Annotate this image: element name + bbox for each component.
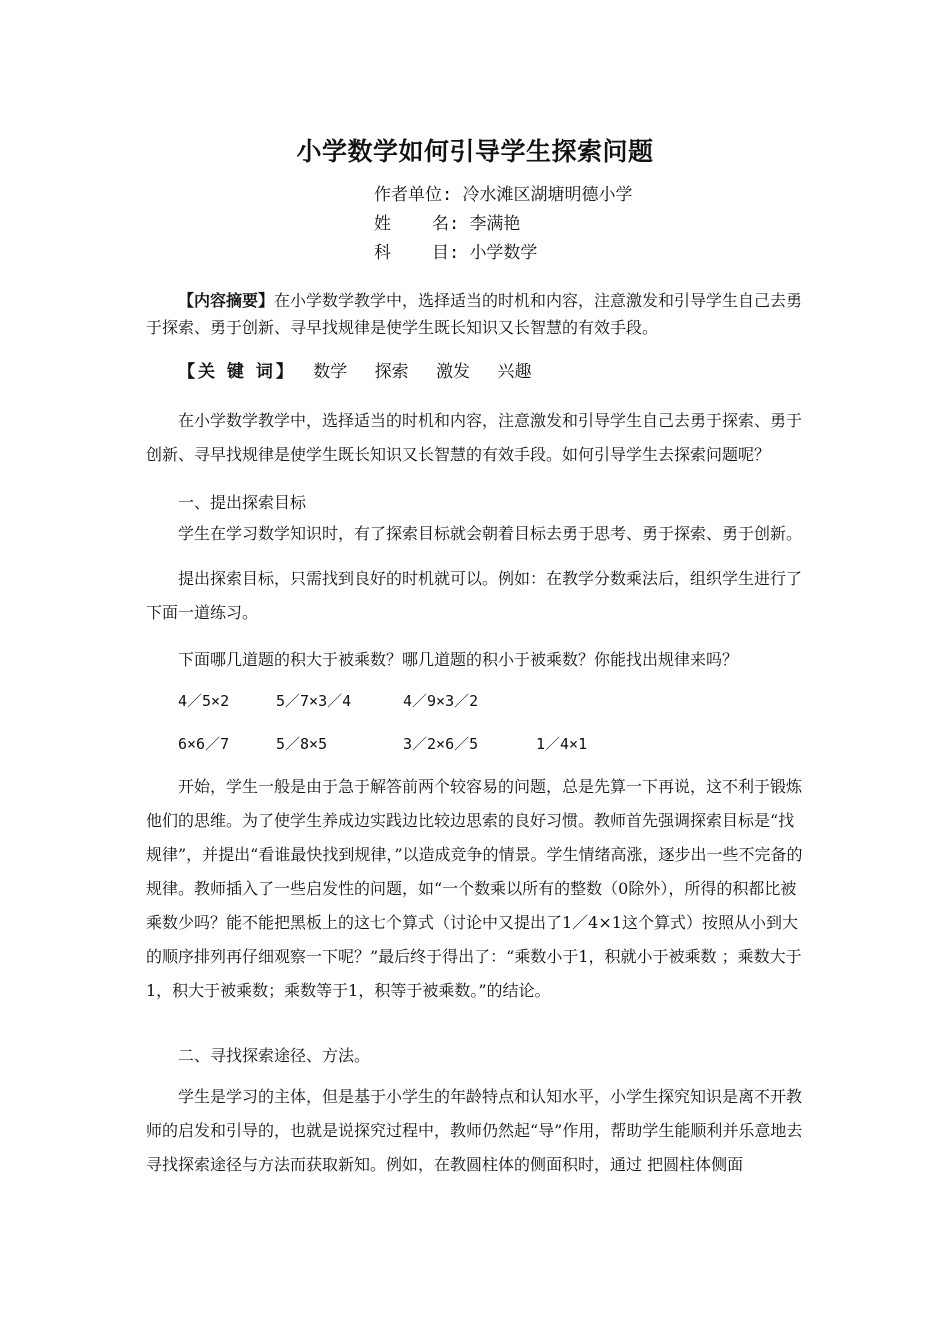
author-name-row [374, 210, 633, 239]
author-unit-label: 作者单位: [374, 185, 453, 205]
body-paragraph: 学生是学习的主体，但是基于小学生的年龄特点和认知水平，小学生探究知识是离不开教师的启发和引导的，也就是说探究过程中，教师仍然起“导”作用，帮助学生能顺利并乐意地去寻找探索途径与方法而获取新知。例如，在教圆柱体的侧面积时，通过 把圆柱体侧面 [146, 1087, 803, 1174]
keyword-item: 数学 [313, 362, 348, 382]
formula: 3／2×6／5 [403, 735, 479, 753]
formula: 1／4×1 [536, 735, 588, 753]
exercise-question: 下面哪几道题的积大于被乘数？哪几道题的积小于被乘数？你能找出规律来吗？ [178, 650, 739, 669]
formula: 5／7×3／4 [276, 692, 352, 710]
body-paragraph-intro: 在小学数学教学中，选择适当的时机和内容，注意激发和引导学生自己去勇于探索、勇于创新、寻早找规律是使学生既长知识又长智慧的有效手段。如何引导学生去探索问题呢？ [146, 411, 803, 464]
author-subject-label: 科 目: [374, 243, 460, 263]
formula: 4／9×3／2 [403, 692, 479, 710]
body-paragraph: 开始，学生一般是由于急于解答前两个较容易的问题，总是先算一下再说，这不利于锻炼他们的思维。为了使学生养成边实践边比较边思索的良好习惯。教师首先强调探索目标是“找规律”，并提出“看谁最快找到规律，”以造成竞争的情景。学生情绪高涨，逐步出一些不完备的规律。教师插入了一些启发性的问题，如“一个数乘以所有的整数（0除外），所得的积都比被乘数少吗？能不能把黑板上的这七个算式（讨论中又提出了1／4×1这个算式）按照从小到大的顺序排列再仔细观察一下呢？”最后终于得出了：“乘数小于1，积就小于被乘数 ；乘数大于1，积大于被乘数；乘数等于1，积等于被乘数。”的结论。 [146, 777, 803, 1000]
section-heading-1: 一、提出探索目标 [178, 493, 307, 512]
author-info [374, 181, 633, 268]
keywords [178, 357, 842, 382]
body-paragraph: 提出探索目标，只需找到良好的时机就可以。例如：在教学分数乘法后，组织学生进行了下面一道练习。 [146, 569, 803, 622]
author-subject-value: 小学数学 [469, 243, 538, 263]
formula: 5／8×5 [276, 735, 328, 753]
keyword-item: 激发 [436, 362, 471, 382]
abstract [146, 287, 810, 341]
formula: 4／5×2 [178, 692, 230, 710]
page-title: 小学数学如何引导学生探索问题 [296, 137, 654, 166]
keyword-item: 兴趣 [497, 362, 532, 382]
keyword-item: 探索 [374, 362, 409, 382]
body-paragraph: 学生在学习数学知识时，有了探索目标就会朝着目标去勇于思考、勇于探索、勇于创新。 [178, 524, 803, 543]
author-subject-row [374, 239, 633, 268]
abstract-text: 在小学数学教学中，选择适当的时机和内容，注意激发和引导学生自己去勇于探索、勇于创新、寻早找规律是使学生既长知识又长智慧的有效手段。 [146, 291, 803, 337]
author-unit-value: 冷水滩区湖塘明德小学 [462, 185, 633, 205]
author-name-label: 姓 名: [374, 214, 460, 234]
formula: 6×6／7 [178, 735, 230, 753]
author-name-value: 李满艳 [469, 214, 521, 234]
abstract-label: 【内容摘要】 [178, 291, 275, 310]
author-unit-row [374, 181, 633, 210]
section-heading-2: 二、寻找探索途径、方法。 [178, 1046, 371, 1065]
keywords-label: 【关 键 词】 [178, 362, 296, 382]
